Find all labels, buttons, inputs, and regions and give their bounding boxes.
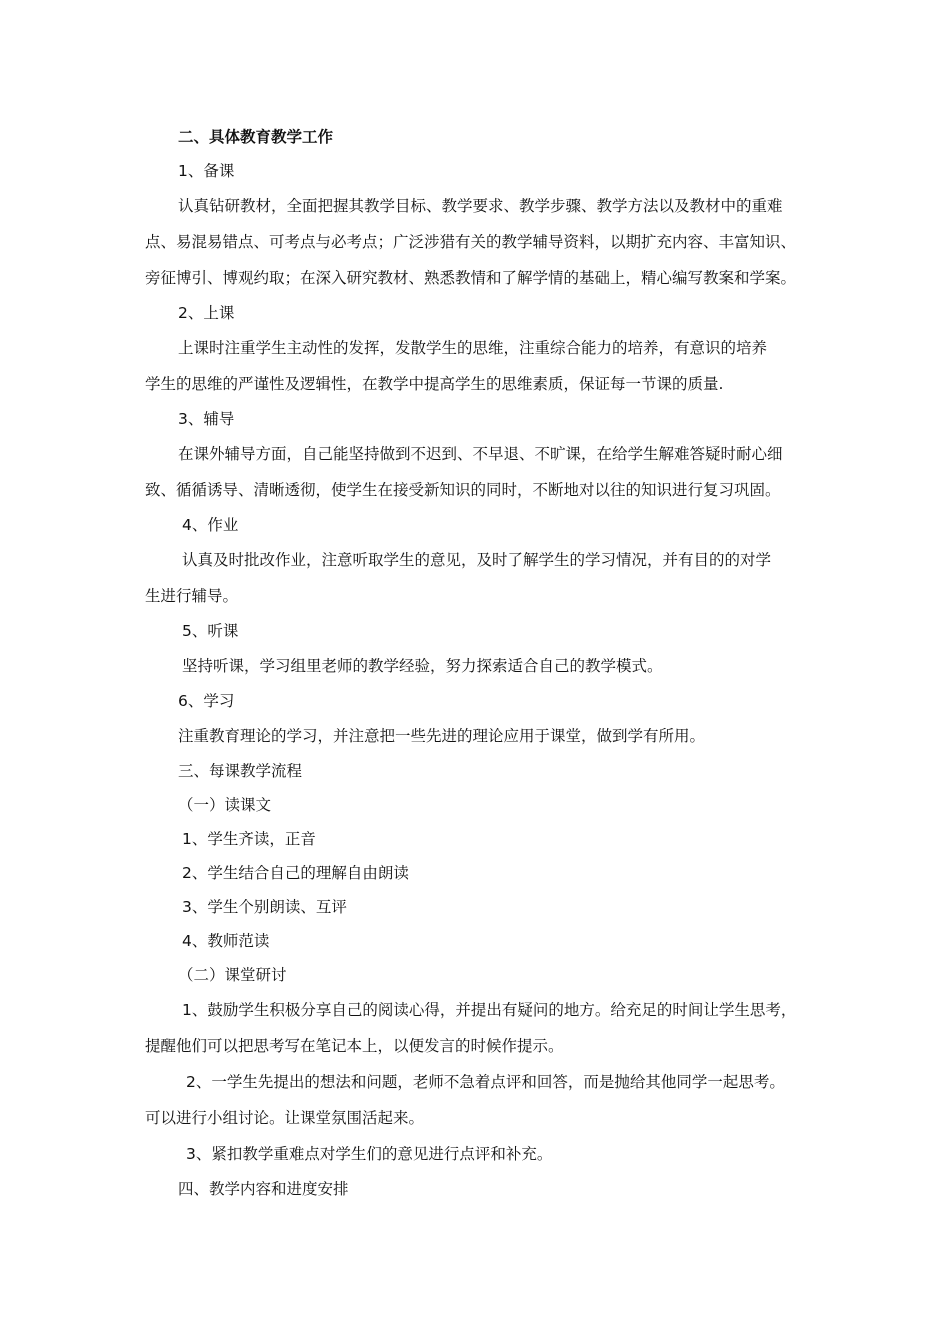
list-item: 4、教师范读 xyxy=(182,932,270,950)
paragraph-line: 生进行辅导。 xyxy=(145,587,239,605)
paragraph-line: 上课时注重学生主动性的发挥，发散学生的思维，注重综合能力的培养，有意识的培养 xyxy=(178,339,768,357)
paragraph-line: 坚持听课，学习组里老师的教学经验，努力探索适合自己的教学模式。 xyxy=(182,657,663,675)
subsection-title-discussion: （二）课堂研讨 xyxy=(178,966,287,984)
paragraph-line: 旁征博引、博观约取；在深入研究教材、熟悉教情和了解学情的基础上，精心编写教案和学案。 xyxy=(145,269,797,287)
paragraph-line: 注重教育理论的学习，并注意把一些先进的理论应用于课堂，做到学有所用。 xyxy=(178,727,706,745)
paragraph-line: 提醒他们可以把思考写在笔记本上，以便发言的时候作提示。 xyxy=(145,1037,564,1055)
paragraph-line: 点、易混易错点、可考点与必考点；广泛涉猎有关的教学辅导资料，以期扩充内容、丰富知识、 xyxy=(145,233,797,251)
list-item: 3、学生个别朗读、互评 xyxy=(182,898,347,916)
paragraph-line: 2、一学生先提出的想法和问题，老师不急着点评和回答，而是抛给其他同学一起思考。 xyxy=(186,1073,785,1091)
paragraph-line: 认真钻研教材，全面把握其教学目标、教学要求、教学步骤、教学方法以及教材中的重难 xyxy=(178,197,783,215)
paragraph-line: 学生的思维的严谨性及逻辑性，在教学中提高学生的思维素质，保证每一节课的质量. xyxy=(145,375,724,393)
paragraph-line: 3、紧扣教学重难点对学生们的意见进行点评和补充。 xyxy=(186,1145,553,1163)
subsection-title-reading: （一）读课文 xyxy=(178,796,272,814)
paragraph-line: 1、鼓励学生积极分享自己的阅读心得，并提出有疑问的地方。给充足的时间让学生思考， xyxy=(182,1001,797,1019)
list-item: 2、学生结合自己的理解自由朗读 xyxy=(182,864,409,882)
section-heading-4: 四、教学内容和进度安排 xyxy=(178,1180,349,1198)
subsection-title-class: 2、上课 xyxy=(178,304,235,322)
document-body xyxy=(145,120,825,1206)
section-heading-3: 三、每课教学流程 xyxy=(178,762,303,780)
list-item: 1、学生齐读，正音 xyxy=(182,830,316,848)
paragraph-line: 可以进行小组讨论。让课堂氛围活起来。 xyxy=(145,1109,425,1127)
subsection-title-prepare: 1、备课 xyxy=(178,162,235,180)
subsection-title-homework: 4、作业 xyxy=(182,516,239,534)
paragraph-line: 认真及时批改作业，注意听取学生的意见，及时了解学生的学习情况，并有目的的对学 xyxy=(182,551,772,569)
paragraph-line: 在课外辅导方面，自己能坚持做到不迟到、不早退、不旷课，在给学生解难答疑时耐心细 xyxy=(178,445,783,463)
subsection-title-study: 6、学习 xyxy=(178,692,235,710)
section-heading-2: 二、具体教育教学工作 xyxy=(178,128,334,146)
subsection-title-observation: 5、听课 xyxy=(182,622,239,640)
subsection-title-tutoring: 3、辅导 xyxy=(178,410,235,428)
paragraph-line: 致、循循诱导、清晰透彻，使学生在接受新知识的同时，不断地对以往的知识进行复习巩固。 xyxy=(145,481,781,499)
